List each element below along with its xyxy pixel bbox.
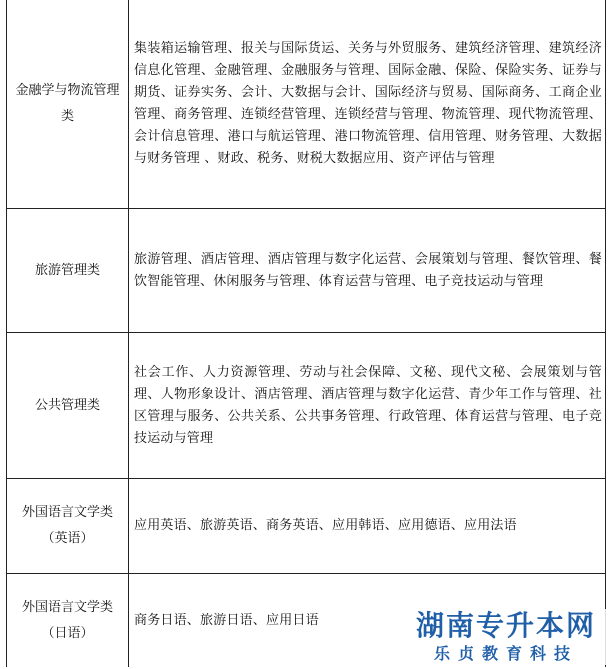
majors-cell <box>129 333 606 479</box>
category-label: 旅游管理类 <box>34 262 100 278</box>
majors-table <box>6 0 606 668</box>
category-label: 外国语言文学类（英语） <box>21 505 113 546</box>
category-cell <box>7 574 129 668</box>
category-label: 外国语言文学类（日语） <box>21 599 113 641</box>
majors-cell <box>129 0 606 209</box>
category-label: 公共管理类 <box>34 397 100 413</box>
category-cell <box>7 0 129 209</box>
category-cell <box>7 479 129 574</box>
watermark-title: 湖南专升本网 <box>415 609 596 642</box>
majors-cell <box>129 479 606 574</box>
majors-text: 应用英语、旅游英语、商务英语、应用韩语、应用德语、应用法语 <box>134 518 517 533</box>
category-label: 金融学与物流管理类 <box>15 82 120 124</box>
majors-text: 集装箱运输管理、报关与国际货运、关务与外贸服务、建筑经济管理、建筑经济信息化管理、金融管理、金融服务与管理、国际金融、保险、保险实务、证券与期货、证券实务、会计、大数据与会计、国际经济与贸易、国际商务、工商企业管理、商务管理、连锁经营管理、连锁经营与管理、物流管理、现代物流管理、会计信息管理、港口与航运管理、港口物流管理、信用管理、财务管理、大数据与财务管理 、财政、税务、财税大数据应用、资产评估与管理 <box>134 40 602 166</box>
site-watermark <box>406 609 606 665</box>
table-row <box>7 333 606 479</box>
watermark-subtitle: 乐贞教育科技 <box>433 644 578 663</box>
majors-text: 社会工作、人力资源管理、劳动与社会保障、文秘、现代文秘、会展策划与管理、人物形象设计、酒店管理、酒店管理与数字化运营、青少年工作与管理、社区管理与服务、公共关系、公共事务管理、行政管理、体育运营与管理、电子竞技运动与管理 <box>134 364 602 446</box>
majors-text: 旅游管理、酒店管理、酒店管理与数字化运营、会展策划与管理、餐饮管理、餐饮智能管理、休闲服务与管理、体育运营与管理、电子竞技运动与管理 <box>134 251 602 289</box>
category-cell <box>7 209 129 333</box>
table-row <box>7 209 606 333</box>
majors-text: 商务日语、旅游日语、应用日语 <box>134 612 319 628</box>
table-row <box>7 0 606 209</box>
majors-cell <box>129 209 606 333</box>
table-row <box>7 479 606 574</box>
category-cell <box>7 333 129 479</box>
